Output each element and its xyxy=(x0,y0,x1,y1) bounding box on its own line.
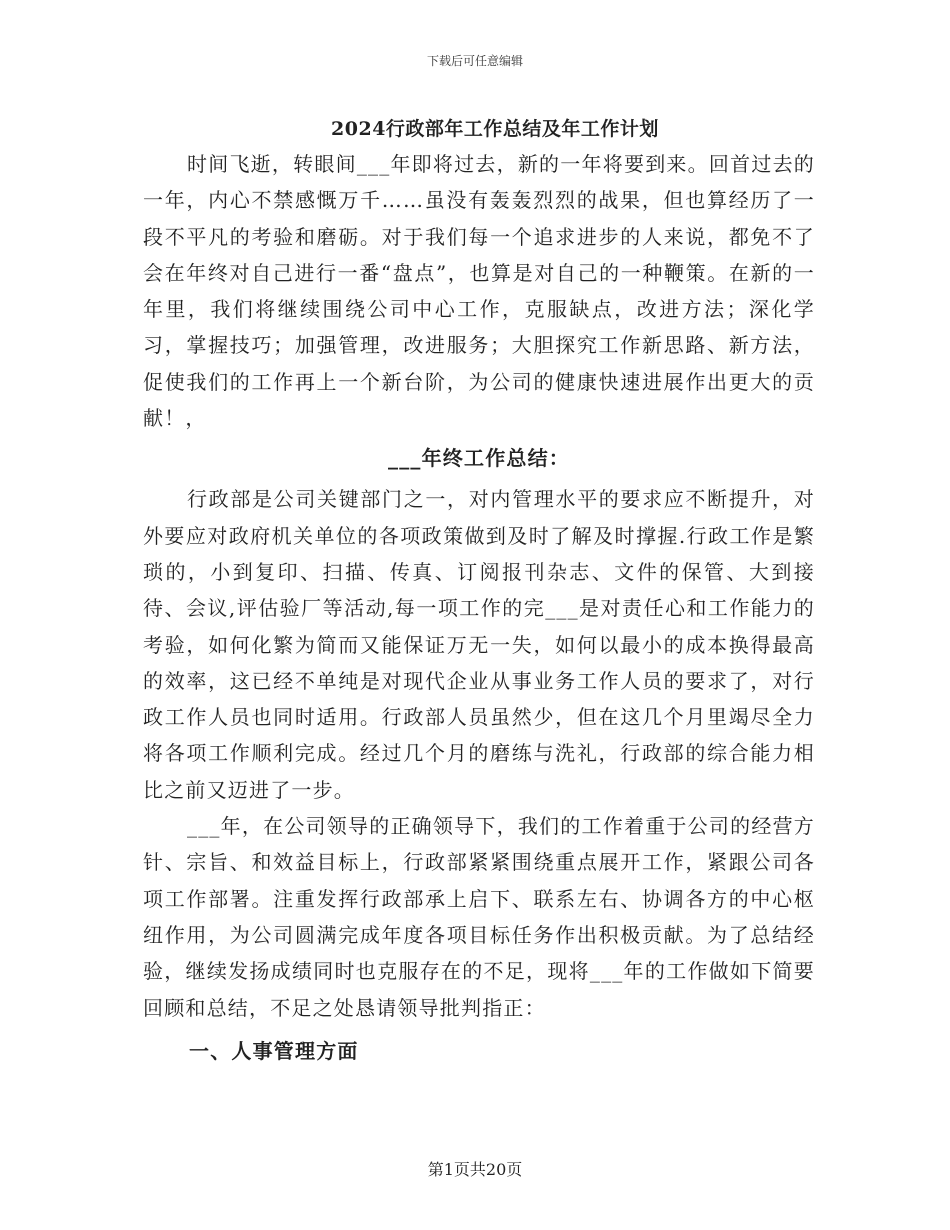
admin-dept-paragraph: 行政部是公司关键部门之一，对内管理水平的要求应不断提升，对外要应对政府机关单位的各项政策做到及时了解及时撑握.行政工作是繁琐的，小到复印、扫描、传真、订阅报刊杂志、文件的保管、大到接待、会议,评估验厂等活动,每一项工作的完___是对责任心和工作能力的考验，如何化繁为简而又能保证万无一失，如何以最小的成本换得最高的效率，这已经不单纯是对现代企业从事业务工作人员的要求了，对行政工作人员也同时适用。行政部人员虽然少，但在这几个月里竭尽全力将各项工作顺利完成。经过几个月的磨练与洗礼，行政部的综合能力相比之前又迈进了一步。 xyxy=(143,487,815,802)
year-work-paragraph: ___年，在公司领导的正确领导下，我们的工作着重于公司的经营方针、宗旨、和效益目标上，行政部紧紧围绕重点展开工作，紧跟公司各项工作部署。注重发挥行政部承上启下、联系左右、协调各方的中心枢纽作用，为公司圆满完成年度各项目标任务作出积极贡献。为了总结经验，继续发扬成绩同时也克服存在的不足，现将___年的工作做如下简要回顾和总结，不足之处恳请领导批判指正： xyxy=(143,814,815,1020)
page-header-note: 下载后可任意编辑 xyxy=(426,54,523,68)
subsection-heading-hr: 一、人事管理方面 xyxy=(189,1038,359,1063)
page-number-footer: 第1页共20页 xyxy=(427,1160,523,1179)
document-body xyxy=(143,146,815,1076)
section-heading-year-end-summary: ___年终工作总结： xyxy=(388,446,570,471)
document-title: 2024行政部年工作总结及年工作计划 xyxy=(331,118,659,140)
intro-paragraph: 时间飞逝，转眼间___年即将过去，新的一年将要到来。回首过去的一年，内心不禁感慨万千……虽没有轰轰烈烈的战果，但也算经历了一段不平凡的考验和磨砺。对于我们每一个追求进步的人来说，都免不了会在年终对自己进行一番“盘点”，也算是对自己的一种鞭策。在新的一年里，我们将继续围绕公司中心工作，克服缺点，改进方法；深化学习，掌握技巧；加强管理，改进服务；大胆探究工作新思路、新方法，促使我们的工作再上一个新台阶，为公司的健康快速进展作出更大的贡献！， xyxy=(143,152,815,431)
